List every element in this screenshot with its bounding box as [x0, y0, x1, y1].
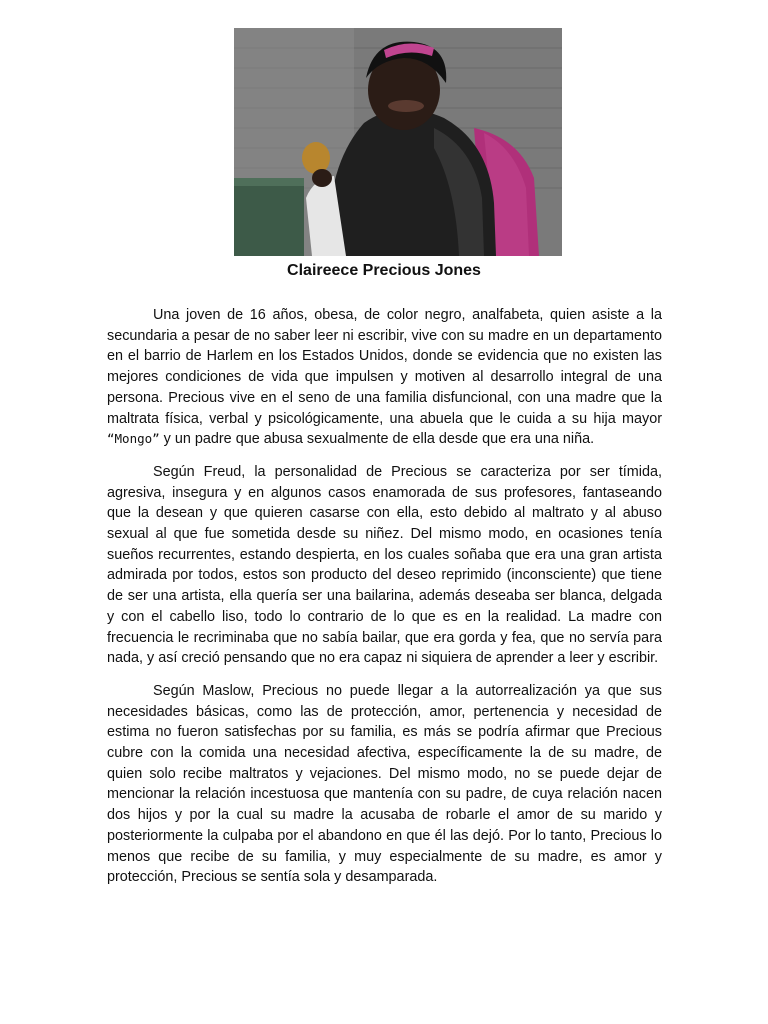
paragraph-1-text: Una joven de 16 años, obesa, de color negro, analfabeta, quien asiste a la secundaria a pesar de no saber leer ni escribir, vive con su madre en un departamento en el barrio de Harlem en los Estados Unidos, donde se evidencia que no existen las mejores condiciones de vida que impulsen y motiven al desarrollo integral de una persona. Precious vive en el seno de una familia disfuncional, con una madre que la maltrata física, verbal y psicológicamente, una abuela que le cuida a su hija mayor [107, 307, 662, 427]
document-title: Claireece Precious Jones [287, 262, 481, 279]
photo-illustration [234, 28, 562, 256]
paragraph-1 [107, 305, 662, 450]
portrait-photo [234, 28, 562, 256]
document-body [107, 305, 662, 900]
paragraph-3: Según Maslow, Precious no puede llegar a la autorrealización ya que sus necesidades básicas, como las de protección, amor, pertenencia y necesidad de estima no fueron satisfechas por su familia, es más se podría afirmar que Precious cubre con la comida una necesidad afectiva, específicamente la de su madre, de quien solo recibe maltratos y vejaciones. Del mismo modo, no se puede dejar de mencionar la relación incestuosa que mantenía con su padre, de cuya relación nacen dos hijos y por la cual su madre la acusaba de robarle el amor de su marido y posteriormente la culpaba por el abandono en que él las dejó. Por lo tanto, Precious lo menos que recibe de su familia, y muy especialmente de su madre, es amor y protección, Precious se sentía sola y desamparada. [107, 682, 662, 886]
paragraph-2: Según Freud, la personalidad de Precious se caracteriza por ser tímida, agresiva, insegura y en algunos casos enamorada de sus profesores, fantaseando que la desean y que quieren casarse con ella, esto debido al maltrato y al abuso sexual al que fue sometida desde su niñez. Del mismo modo, en ocasiones tenía sueños recurrentes, estando despierta, en los cuales soñaba que era una gran artista admirada por todos, estos son producto del deseo reprimido (inconsciente) que tiene de ser una artista, ella quería ser una bailarina, además deseaba ser blanca, delgada y con el cabello liso, todo lo contrario de lo que es en la realidad. La madre con frecuencia le recriminaba que no sabía bailar, que era gorda y fea, que no servía para nada, y así creció pensando que no era capaz ni siquiera de aprender a leer y escribir. [107, 463, 662, 667]
paragraph-1-ending: y un padre que abusa sexualmente de ella desde que era una niña. [159, 431, 595, 448]
quoted-nickname: “Mongo” [107, 431, 160, 447]
